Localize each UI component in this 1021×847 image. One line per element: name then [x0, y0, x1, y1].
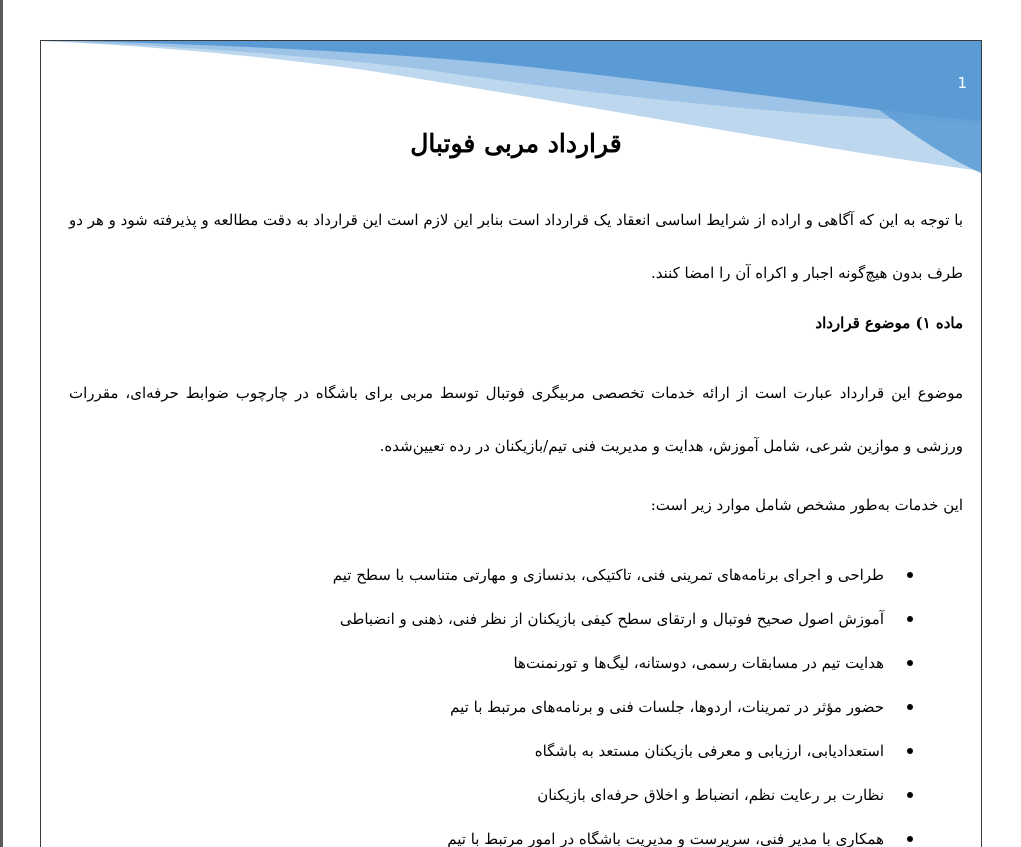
article-1-body: موضوع این قرارداد عبارت است از ارائه خدمات تخصصی مربیگری فوتبال توسط مربی برای باشگاه در چارچوب ضوابط حرفه‌ای، مقررات ورزشی و موازین شرعی، شامل آموزش، هدایت و مدیریت فنی تیم/بازیکنان در رده تعیین‌شده. — [69, 384, 963, 455]
list-item-text: همکاری با مدیر فنی، سرپرست و مدیریت باشگاه در امور مرتبط با تیم — [447, 830, 884, 847]
list-item — [69, 597, 963, 641]
list-item — [69, 641, 963, 685]
services-list — [69, 553, 963, 847]
list-item-text: هدایت تیم در مسابقات رسمی، دوستانه، لیگ‌ها و تورنمنت‌ها — [513, 654, 884, 672]
bullet-icon — [907, 660, 913, 666]
list-item-text: آموزش اصول صحیح فوتبال و ارتقای سطح کیفی بازیکنان از نظر فنی، ذهنی و انضباطی — [339, 610, 884, 628]
viewer-left-edge — [0, 0, 3, 847]
list-item-text: حضور مؤثر در تمرینات، اردوها، جلسات فنی و برنامه‌های مرتبط با تیم — [450, 698, 884, 716]
bullet-icon — [907, 748, 913, 754]
bullet-icon — [907, 836, 913, 842]
page-number: 1 — [957, 74, 967, 92]
list-item — [69, 729, 963, 773]
article-1-heading: ماده ۱) موضوع قرارداد — [815, 314, 963, 332]
bullet-icon — [907, 572, 913, 578]
bullet-icon — [907, 704, 913, 710]
list-item — [69, 553, 963, 597]
list-item — [69, 773, 963, 817]
list-item — [69, 817, 963, 847]
list-item — [69, 685, 963, 729]
list-item-text: نظارت بر رعایت نظم، انضباط و اخلاق حرفه‌ای بازیکنان — [537, 786, 884, 804]
services-intro: این خدمات به‌طور مشخص شامل موارد زیر است: — [650, 496, 963, 514]
header-wave-decoration — [41, 41, 981, 181]
bullet-icon — [907, 616, 913, 622]
bullet-icon — [907, 792, 913, 798]
list-item-text: طراحی و اجرای برنامه‌های تمرینی فنی، تاکتیکی، بدنسازی و مهارتی متناسب با سطح تیم — [332, 566, 884, 584]
document-page — [40, 40, 982, 847]
intro-paragraph: با توجه به این که آگاهی و اراده از شرایط اساسی انعقاد یک قرارداد است بنابر این لازم است این قرارداد به دقت مطالعه و پذیرفته شود و هر دو طرف بدون هیچ‌گونه اجبار و اکراه آن را امضا کنند. — [69, 211, 963, 282]
list-item-text: استعدادیابی، ارزیابی و معرفی بازیکنان مستعد به باشگاه — [534, 742, 884, 760]
document-title: قرارداد مربی فوتبال — [410, 129, 622, 158]
